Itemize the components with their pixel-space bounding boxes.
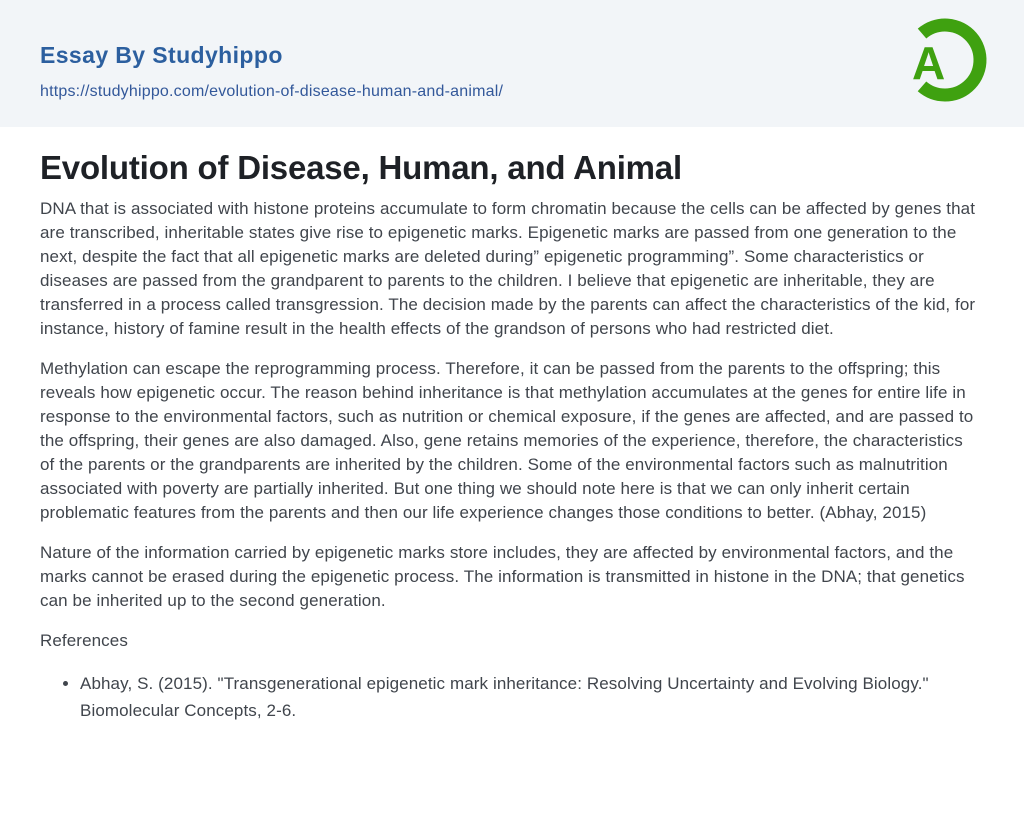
reference-item: • Abhay, S. (2015). "Transgenerational epigenetic mark inheritance: Resolving Uncertainty and Evolving Biology." Biomolecular Concepts, 2-6. <box>80 670 980 724</box>
page-header <box>0 0 1024 127</box>
site-title: Essay By Studyhippo <box>40 42 283 68</box>
references-heading: References <box>40 631 128 650</box>
logo-letter-a: A <box>912 37 946 89</box>
references-list <box>40 670 980 724</box>
essay-paragraph-2: Methylation can escape the reprogramming process. Therefore, it can be passed from the parents to the offspring; this reveals how epigenetic occur. The reason behind inheritance is that methylation accumulates at the genes for entire life in response to the environmental factors, such as nutrition or chemical exposure, if the genes are affected, and are passed to the offspring, their genes are also damaged. Also, gene retains memories of the experience, therefore, the characteristics of the parents or the grandparents are inherited by the children. Some of the environmental factors such as malnutrition associated with poverty are partially inherited. But one thing we should note here is that we can only inherit certain problematic features from the parents and then our life experience changes those conditions to better. (Abhay, 2015) <box>40 359 974 522</box>
essay-url-link[interactable]: https://studyhippo.com/evolution-of-disease-human-and-animal/ <box>40 83 504 100</box>
essay-title: Evolution of Disease, Human, and Animal <box>40 149 682 186</box>
essay-paragraph-3: Nature of the information carried by epigenetic marks store includes, they are affected by environmental factors, and the marks cannot be erased during the epigenetic process. The information is transmitted in histone in the DNA; that genetics can be inherited up to the second generation. <box>40 543 965 610</box>
essay-content <box>0 148 1024 724</box>
studyhippo-logo <box>903 17 987 103</box>
essay-paragraph-1: DNA that is associated with histone proteins accumulate to form chromatin because the cells can be affected by genes that are transcribed, inheritable states give rise to epigenetic marks. Epigenetic marks are passed from one generation to the next, despite the fact that all epigenetic marks are deleted during” epigenetic programming”. Some characteristics or diseases are passed from the grandparent to parents to the children. I believe that epigenetic are inheritable, they are transferred in a process called transgression. The decision made by the parents can affect the characteristics of the kid, for instance, history of famine result in the health effects of the grandson of persons who had restricted diet. <box>40 199 976 338</box>
